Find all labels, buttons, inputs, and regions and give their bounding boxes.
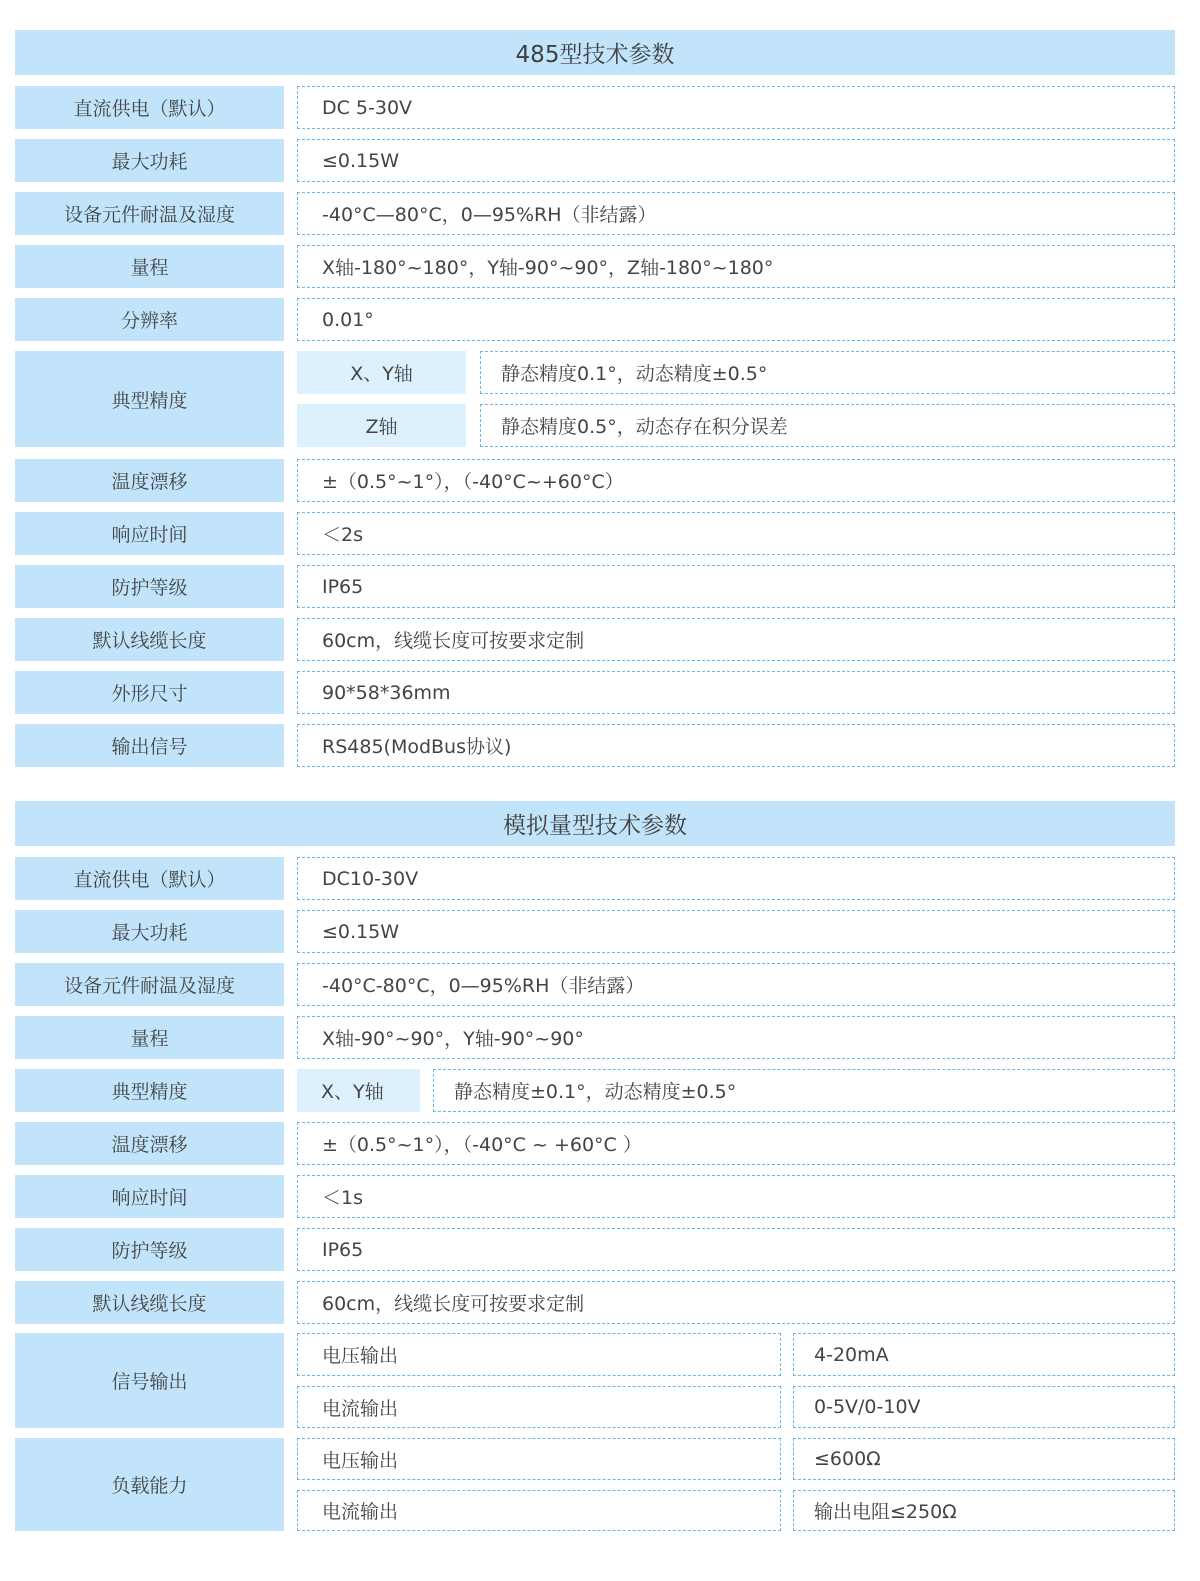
row-value-resolution: 0.01°	[297, 298, 1175, 341]
row-label-response-time: 响应时间	[15, 1175, 284, 1218]
row-label-power-supply: 直流供电（默认）	[15, 86, 284, 129]
row-value-temp-drift: ±（0.5°~1°），（-40°C ~ +60°C ）	[297, 1122, 1175, 1165]
sub-value-voltage-output: 4-20mA	[793, 1333, 1175, 1376]
row-label-load-capacity: 负载能力	[15, 1438, 284, 1531]
row-label-max-power: 最大功耗	[15, 910, 284, 953]
row-label-dimensions: 外形尺寸	[15, 671, 284, 714]
row-value-temp-drift: ±（0.5°~1°），（-40°C~+60°C）	[297, 459, 1175, 502]
sub-label-xy-axis: X、Y轴	[297, 351, 466, 394]
row-value-max-power: ≤0.15W	[297, 139, 1175, 182]
row-value-response-time: ＜1s	[297, 1175, 1175, 1218]
row-label-temp-drift: 温度漂移	[15, 459, 284, 502]
row-value-temp-humidity: -40°C—80°C，0—95%RH（非结露）	[297, 192, 1175, 235]
row-value-protection: IP65	[297, 565, 1175, 608]
row-value-cable-length: 60cm，线缆长度可按要求定制	[297, 618, 1175, 661]
sub-value-current-load: 输出电阻≤250Ω	[793, 1490, 1175, 1531]
sub-label-voltage-output: 电压输出	[297, 1333, 781, 1376]
row-label-cable-length: 默认线缆长度	[15, 618, 284, 661]
section-title-485: 485型技术参数	[15, 30, 1175, 75]
row-label-temp-humidity: 设备元件耐温及湿度	[15, 192, 284, 235]
row-value-range: X轴-90°~90°，Y轴-90°~90°	[297, 1016, 1175, 1059]
row-value-response-time: ＜2s	[297, 512, 1175, 555]
row-label-signal-output: 信号输出	[15, 1333, 284, 1428]
section-title-analog: 模拟量型技术参数	[15, 801, 1175, 846]
sub-value-xy-axis: 静态精度±0.1°，动态精度±0.5°	[433, 1069, 1175, 1112]
row-label-range: 量程	[15, 1016, 284, 1059]
row-value-power-supply: DC10-30V	[297, 857, 1175, 900]
row-label-protection: 防护等级	[15, 1228, 284, 1271]
row-label-typical-accuracy: 典型精度	[15, 351, 284, 447]
row-value-power-supply: DC 5-30V	[297, 86, 1175, 129]
sub-label-z-axis: Z轴	[297, 404, 466, 447]
row-value-temp-humidity: -40°C-80°C，0—95%RH（非结露）	[297, 963, 1175, 1006]
sub-value-xy-axis: 静态精度0.1°，动态精度±0.5°	[480, 351, 1175, 394]
row-label-power-supply: 直流供电（默认）	[15, 857, 284, 900]
sub-label-current-output: 电流输出	[297, 1386, 781, 1428]
row-label-cable-length: 默认线缆长度	[15, 1281, 284, 1324]
row-label-max-power: 最大功耗	[15, 139, 284, 182]
row-value-dimensions: 90*58*36mm	[297, 671, 1175, 714]
row-value-output-signal: RS485(ModBus协议)	[297, 724, 1175, 767]
row-value-protection: IP65	[297, 1228, 1175, 1271]
sub-label-voltage-output: 电压输出	[297, 1438, 781, 1480]
row-label-resolution: 分辨率	[15, 298, 284, 341]
row-label-range: 量程	[15, 245, 284, 288]
row-label-temp-humidity: 设备元件耐温及湿度	[15, 963, 284, 1006]
row-label-typical-accuracy: 典型精度	[15, 1069, 284, 1112]
row-label-response-time: 响应时间	[15, 512, 284, 555]
row-value-cable-length: 60cm，线缆长度可按要求定制	[297, 1281, 1175, 1324]
sub-value-current-output: 0-5V/0-10V	[793, 1386, 1175, 1428]
sub-value-voltage-load: ≤600Ω	[793, 1438, 1175, 1480]
row-value-max-power: ≤0.15W	[297, 910, 1175, 953]
sub-value-z-axis: 静态精度0.5°，动态存在积分误差	[480, 404, 1175, 447]
row-label-protection: 防护等级	[15, 565, 284, 608]
row-label-output-signal: 输出信号	[15, 724, 284, 767]
row-label-temp-drift: 温度漂移	[15, 1122, 284, 1165]
sub-label-current-output: 电流输出	[297, 1490, 781, 1531]
sub-label-xy-axis: X、Y轴	[297, 1069, 420, 1112]
row-value-range: X轴-180°~180°，Y轴-90°~90°，Z轴-180°~180°	[297, 245, 1175, 288]
